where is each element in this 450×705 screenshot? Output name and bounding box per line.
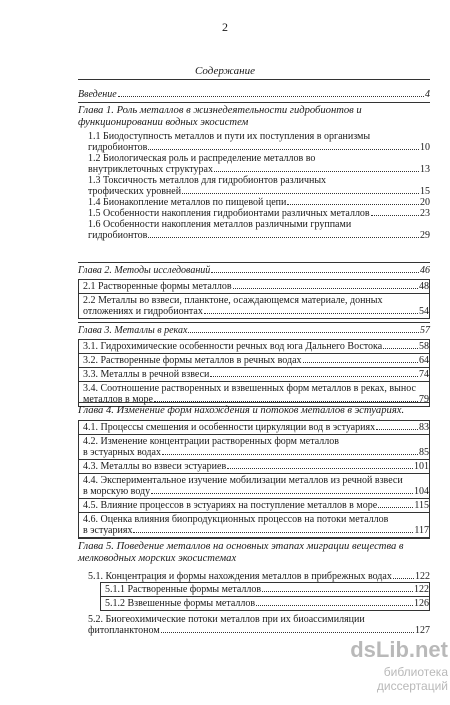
toc-chapter-4 [78, 402, 430, 538]
divider [78, 79, 430, 80]
toc-item-4-3: 4.3. Металлы во взвеси эстуариев 101 [79, 460, 429, 474]
chapter-5-title: Глава 5. Поведение металлов на основных этапах миграции вещества в мелководных морских экосистемах [78, 541, 404, 564]
toc-item-1-5: 1.5 Особенности накопления гидробионтами различных металлов 23 [88, 208, 430, 219]
toc-item-1-2: 1.2 Биологическая роль и распределение металлов во внутриклеточных структурах 13 [88, 153, 430, 175]
toc-item-3-2: 3.2. Растворенные формы металлов в речных водах 64 [79, 354, 429, 368]
dot-leader [118, 96, 424, 97]
toc-item-4-1: 4.1. Процессы смешения и особенности циркуляции вод в эстуариях 83 [79, 421, 429, 435]
watermark-logo: dsLib.net [350, 637, 448, 662]
watermark [318, 637, 448, 693]
chapter-1-title: Глава 1. Роль металлов в жизнедеятельности гидробионтов и функционировании водных экосистем [78, 105, 362, 128]
chapter-3-title-row: Глава 3. Металлы в реках 57 [78, 325, 430, 336]
toc-item-2-2: 2.2 Металлы во взвеси, планктоне, осаждающемся материале, донных отложениях и гидробионтах 54 [83, 295, 429, 317]
chapter-2-title-row: Глава 2. Методы исследований 46 [78, 265, 430, 276]
toc-item-5-2: 5.2. Биогеохимические потоки металлов при их биоассимиляции фитопланктоном 127 [88, 614, 430, 636]
toc-item-4-2: 4.2. Изменение концентрации растворенных форм металлов в эстуарных водах 85 [79, 435, 429, 460]
watermark-subtitle: библиотека диссертаций [376, 665, 448, 693]
toc-item-4-6: 4.6. Оценка влияния биопродукционных процессов на потоки металлов в эстуариях 117 [83, 514, 429, 536]
toc-item-4-4: 4.4. Экспериментальное изучение мобилизации металлов из речной взвеси в морскую воду 104 [79, 474, 429, 499]
chapter-5-subitems-box [100, 582, 430, 611]
toc-item-5-1: 5.1. Концентрация и формы нахождения металлов в прибрежных водах 122 [88, 571, 430, 582]
toc-intro-row [78, 87, 430, 100]
toc-item-1-1: 1.1 Биодоступность металлов и пути их поступления в организмы гидробионтов 10 [88, 131, 430, 153]
toc-intro-title: Введение [78, 89, 117, 100]
toc-item-3-4: 3.4. Соотношение растворенных и взвешенных форм металлов в реках, вынос металлов в море 79 [83, 383, 429, 405]
toc-chapter-1 [78, 102, 430, 241]
toc-item-1-3: 1.3 Токсичность металлов для гидробионтов различных трофических уровней 15 [88, 175, 430, 197]
toc-item-5-1-1: 5.1.1 Растворенные формы металлов 122 [101, 583, 429, 597]
toc-item-4-5: 4.5. Влияние процессов в эстуариях на поступление металлов в море 115 [79, 499, 429, 513]
toc-chapter-3 [78, 322, 430, 407]
page-number: 2 [222, 20, 228, 34]
toc-item-3-1: 3.1. Гидрохимические особенности речных вод юга Дальнего Востока 58 [79, 340, 429, 354]
toc-intro-page: 4 [425, 89, 430, 100]
toc-item-2-1: 2.1 Растворенные формы металлов 48 [79, 280, 429, 294]
chapter-3-items-box [78, 339, 430, 407]
chapter-2-items-box [78, 279, 430, 319]
toc-chapter-2 [78, 262, 430, 319]
chapter-4-items-box [78, 420, 430, 538]
toc-heading: Содержание [194, 65, 255, 77]
toc-item-1-4: 1.4 Бионакопление металлов по пищевой цепи 20 [88, 197, 430, 208]
toc-intro [78, 87, 430, 100]
toc-item-3-3: 3.3. Металлы в речной взвеси 74 [79, 368, 429, 382]
toc-chapter-5 [78, 538, 430, 636]
chapter-4-title: Глава 4. Изменение форм нахождения и потоков металлов в эстуариях. [78, 405, 405, 416]
toc-item-5-1-2: 5.1.2 Взвешенные формы металлов 126 [105, 598, 429, 609]
toc-item-1-6: 1.6 Особенности накопления металлов различными группами гидробионтов 29 [88, 219, 430, 241]
